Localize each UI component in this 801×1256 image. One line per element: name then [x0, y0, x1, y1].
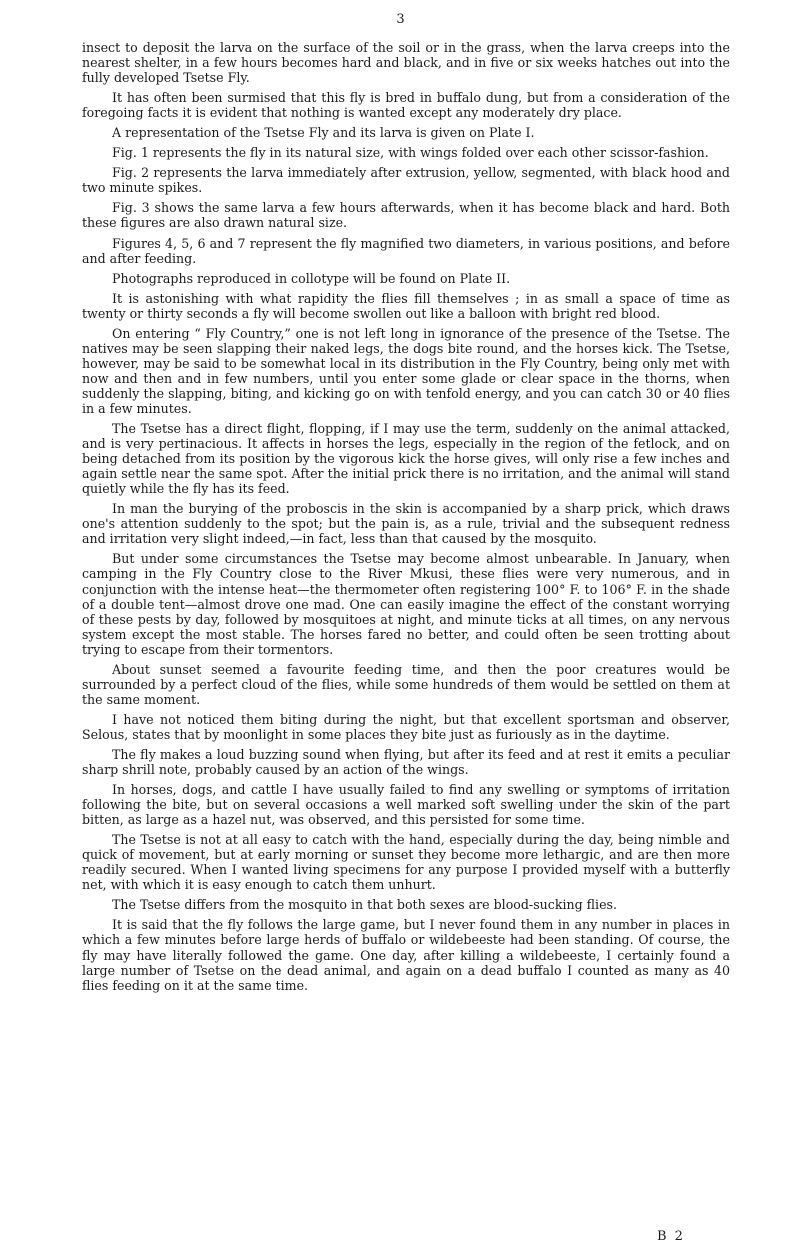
paragraph: But under some circumstances the Tsetse may become almost unbearable. In January, when camping in the Fly Country close to the River Mkusi, these flies were very numerous, and in conjunction with the intense heat—the thermometer often registering 100° F. to 106° F. in the shade of a double tent—almost drove one mad. One can easily imagine the effect of the constant worrying of these pests by day, followed by mosquitoes at night, and minute ticks at all times, on any nervous system except the most stable. The horses fared no better, and could often be seen trotting about trying to escape from their tormentors.: [82, 551, 730, 657]
paragraph: Fig. 1 represents the fly in its natural size, with wings folded over each other scissor-fashion.: [112, 145, 709, 161]
paragraph: Fig. 2 represents the larva immediately after extrusion, yellow, segmented, with black hood and two minute spikes.: [82, 165, 730, 196]
paragraph: I have not noticed them biting during the night, but that excellent sportsman and observer, Selous, states that by moonlight in some places they bite just as furiously as in the daytime.: [82, 711, 730, 742]
paragraph: Fig. 3 shows the same larva a few hours afterwards, when it has become black and hard. Both these figures are also drawn natural size.: [82, 200, 730, 231]
paragraph: Photographs reproduced in collotype will be found on Plate II.: [112, 270, 511, 286]
paragraph: The Tsetse is not at all easy to catch with the hand, especially during the day, being nimble and quick of movement, but at early morning or sunset they become more lethargic, and are then more readily secured. When I wanted living specimens for any purpose I provided myself with a butterfly net, with which it is easy enough to catch them unhurt.: [82, 832, 730, 893]
body-text: [82, 40, 730, 998]
paragraph: Figures 4, 5, 6 and 7 represent the fly magnified two diameters, in various positions, and before and after feeding.: [82, 235, 730, 266]
paragraph: It is astonishing with what rapidity the flies fill themselves ; in as small a space of time as twenty or thirty seconds a fly will become swollen out like a balloon with bright red blood.: [82, 290, 730, 321]
page-number: 3: [396, 12, 405, 27]
paragraph: insect to deposit the larva on the surface of the soil or in the grass, when the larva creeps into the nearest shelter, in a few hours becomes hard and black, and in five or six weeks hatches out into the fully developed Tsetse Fly.: [82, 40, 730, 86]
signature-mark: B 2: [657, 1229, 685, 1244]
paragraph: It is said that the fly follows the large game, but I never found them in any number in places in which a few minutes before large herds of buffalo or wildebeeste had been standing. Of course, the fly may have literally followed the game. One day, after killing a wildebeeste, I certainly found a large number of Tsetse on the dead animal, and again on a dead buffalo I counted as many as 40 flies feeding on it at the same time.: [82, 917, 730, 993]
paragraph: On entering “ Fly Country,” one is not left long in ignorance of the presence of the Tsetse. The natives may be seen slapping their naked legs, the dogs bite round, and the horses kick. The Tsetse, however, may be said to be somewhat local in its distribution in the Fly Country, being only met with now and then and in few numbers, until you enter some glade or clear space in the thorns, when suddenly the slapping, biting, and kicking go on with tenfold energy, and you can catch 30 or 40 flies in a few minutes.: [82, 325, 730, 416]
paragraph: In horses, dogs, and cattle I have usually failed to find any swelling or symptoms of irritation following the bite, but on several occasions a well marked soft swelling under the skin of the part bitten, as large as a hazel nut, was observed, and this persisted for some time.: [82, 782, 730, 828]
paragraph: In man the burying of the proboscis in the skin is accompanied by a sharp prick, which draws one's attention suddenly to the spot; but the pain is, as a rule, trivial and the subsequent redness and irritation very slight indeed,—in fact, less than that caused by the mosquito.: [82, 501, 730, 547]
paragraph: About sunset seemed a favourite feeding time, and then the poor creatures would be surrounded by a perfect cloud of the flies, while some hundreds of them would be settled on them at the same moment.: [82, 661, 730, 707]
paragraph: The Tsetse differs from the mosquito in that both sexes are blood-sucking flies.: [112, 897, 617, 913]
paragraph: It has often been surmised that this fly is bred in buffalo dung, but from a consideration of the foregoing facts it is evident that nothing is wanted except any moderately dry place.: [82, 90, 730, 121]
paragraph: The fly makes a loud buzzing sound when flying, but after its feed and at rest it emits a peculiar sharp shrill note, probably caused by an action of the wings.: [82, 746, 730, 778]
paragraph: The Tsetse has a direct flight, flopping, if I may use the term, suddenly on the animal attacked, and is very pertinacious. It affects in horses the legs, especially in the region of the fetlock, and on being detached from its position by the vigorous kick the horse gives, will only rise a few inches and again settle near the same spot. After the initial prick there is no irritation, and the animal will stand quietly while the fly has its feed.: [82, 421, 730, 497]
paragraph: A representation of the Tsetse Fly and its larva is given on Plate I.: [112, 125, 535, 141]
